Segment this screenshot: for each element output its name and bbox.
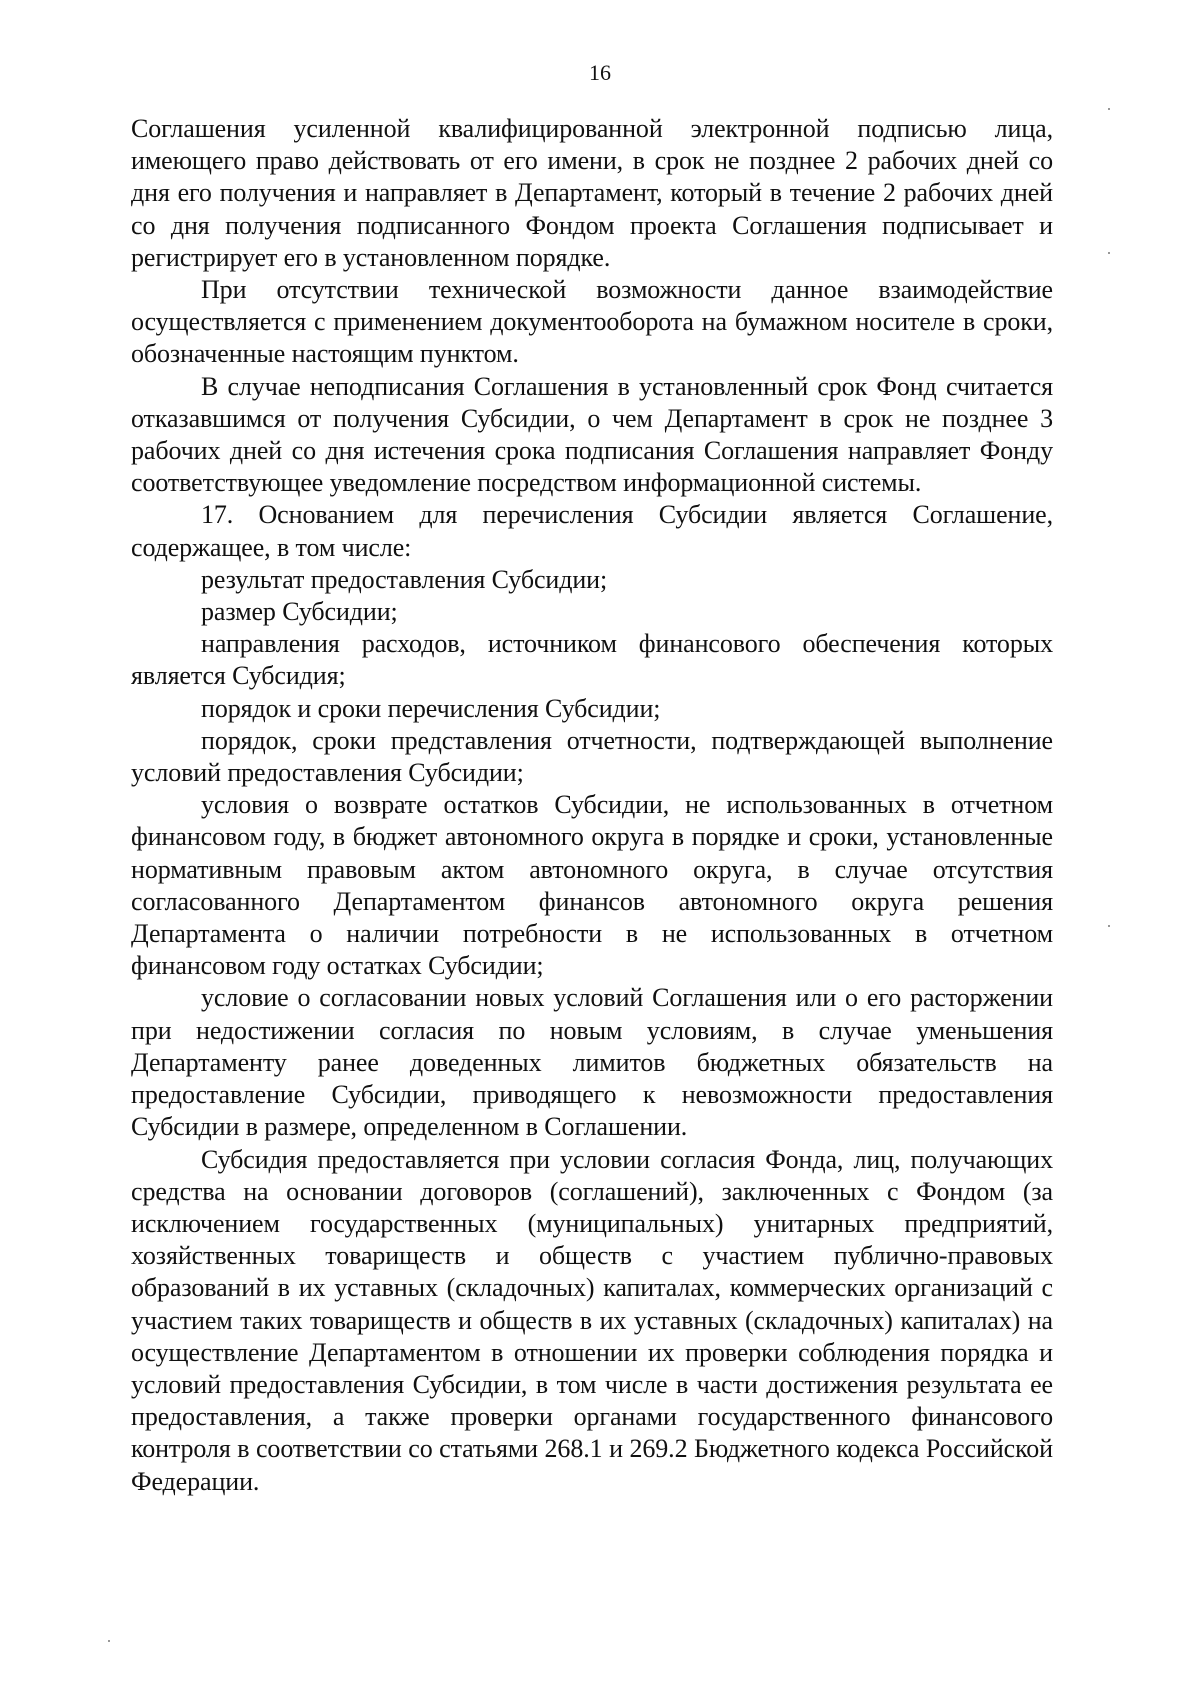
scan-artifact [1108, 108, 1110, 110]
scan-artifact [1108, 252, 1110, 254]
page-number: 16 [589, 60, 611, 85]
list-item: порядок и сроки перечисления Субсидии; [201, 693, 661, 723]
paragraph-continuation: Соглашения усиленной квалифицированной электронной подписью лица, имеющего право действовать от его имени, в срок не позднее 2 рабочих дней со дня его получения и направляет в Департамент, который в течение 2 рабочих дней со дня получения подписанного Фондом проекта Соглашения подписывает и регистрирует его в установленном порядке. [131, 114, 1053, 272]
scan-artifact [108, 1640, 110, 1642]
document-body [131, 113, 1053, 1498]
paragraph: В случае неподписания Соглашения в установленный срок Фонд считается отказавшимся от получения Субсидии, о чем Департамент в срок не позднее 3 рабочих дней со дня истечения срока подписания Соглашения направляет Фонду соответствующее уведомление посредством информационной системы. [131, 371, 1053, 498]
list-item: условия о возврате остатков Субсидии, не использованных в отчетном финансовом году, в бюджет автономного округа в порядке и сроки, установленные нормативным правовым актом автономного округа, в случае отсутствия согласованного Департаментом финансов автономного округа решения Департамента о наличии потребности в не использованных в отчетном финансовом году остатках Субсидии; [131, 790, 1053, 981]
list-item: условие о согласовании новых условий Соглашения или о его расторжении при недостижении согласия по новым условиям, в случае уменьшения Департаменту ранее доведенных лимитов бюджетных обязательств на предоставление Субсидии, приводящего к невозможности предоставления Субсидии в размере, определенном в Соглашении. [131, 983, 1053, 1142]
paragraph: Субсидия предоставляется при условии согласия Фонда, лиц, получающих средства на основании договоров (соглашений), заключенных с Фондом (за исключением государственных (муниципальных) унитарных предприятий, хозяйственных товариществ и обществ с участием публично-правовых образований в их уставных (складочных) капиталах, коммерческих организаций с участием таких товариществ и обществ в их уставных (складочных) капиталах) на осуществление Департаментом в отношении их проверки соблюдения порядка и условий предоставления Субсидии, в том числе в части достижения результата ее предоставления, а также проверки органами государственного финансового контроля в соответствии со статьями 268.1 и 269.2 Бюджетного кодекса Российской Федерации. [131, 1144, 1053, 1496]
list-item: порядок, сроки представления отчетности, подтверждающей выполнение условий предоставления Субсидии; [131, 725, 1053, 788]
paragraph-clause-17: 17. Основанием для перечисления Субсидии является Соглашение, содержащее, в том числе: [131, 500, 1053, 562]
list-item: результат предоставления Субсидии; [201, 564, 608, 594]
paragraph: При отсутствии технической возможности данное взаимодействие осуществляется с применением документооборота на бумажном носителе в сроки, обозначенные настоящим пунктом. [131, 275, 1053, 369]
list-item: направления расходов, источником финансового обеспечения которых является Субсидия; [131, 629, 1053, 691]
scan-artifact [1108, 925, 1110, 927]
list-item: размер Субсидии; [201, 597, 398, 627]
